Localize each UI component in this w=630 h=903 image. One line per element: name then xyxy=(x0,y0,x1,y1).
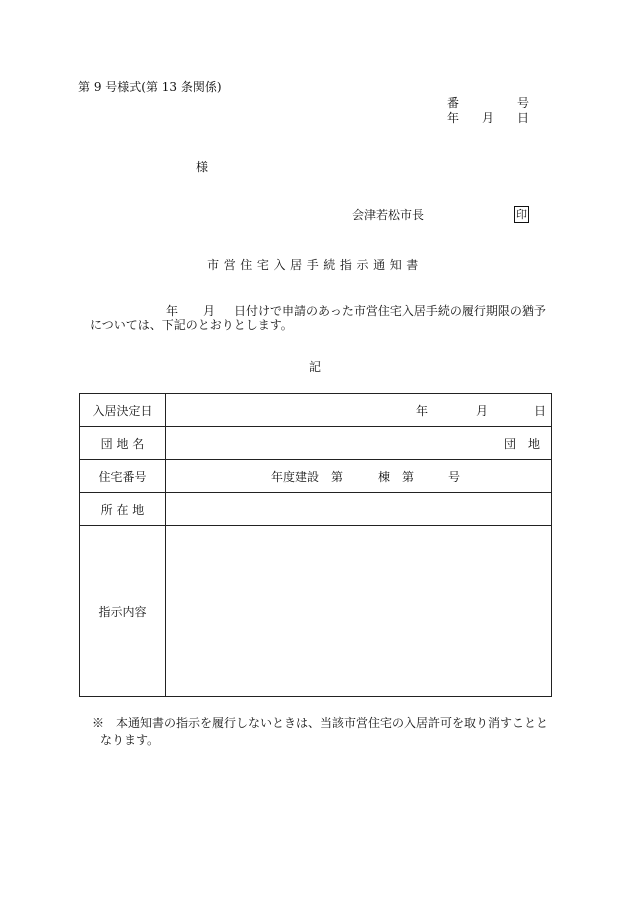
document-title: 市営住宅入居手続指示通知書 xyxy=(207,258,423,272)
date-day-label: 日 xyxy=(517,111,530,125)
location-value xyxy=(166,493,552,526)
date-month-label: 月 xyxy=(482,111,495,125)
instructions-label: 指示内容 xyxy=(80,526,166,697)
unit-number-label: 住宅番号 xyxy=(80,460,166,493)
move-in-date-label: 入居決定日 xyxy=(80,394,166,427)
unit-number-part-2: 棟 第 xyxy=(378,470,415,484)
table-row-unit-number xyxy=(80,460,552,493)
unit-number-part-3: 号 xyxy=(448,470,461,484)
body-line-2: については、下記のとおりとします。 xyxy=(90,318,293,332)
body-year-label: 年 xyxy=(166,304,179,318)
details-table xyxy=(79,393,552,697)
complex-name-value xyxy=(166,427,552,460)
body-line-1 xyxy=(166,304,546,318)
move-in-month-label: 月 xyxy=(476,404,489,418)
table-row-instructions xyxy=(80,526,552,697)
note-line-2: なります。 xyxy=(100,733,160,747)
document-number-suffix: 号 xyxy=(517,96,530,110)
location-label: 所 在 地 xyxy=(80,493,166,526)
seal-mark: 印 xyxy=(516,208,527,221)
instructions-value xyxy=(166,526,552,697)
ki-heading: 記 xyxy=(309,360,322,374)
complex-name-label: 団 地 名 xyxy=(80,427,166,460)
issuer-name: 会津若松市長 xyxy=(352,208,425,222)
move-in-day-label: 日 xyxy=(534,404,547,418)
unit-number-part-1: 年度建設 第 xyxy=(271,470,344,484)
table-row-location xyxy=(80,493,552,526)
unit-number-value xyxy=(166,460,552,493)
note-line-1: ※ 本通知書の指示を履行しないときは、当該市営住宅の入居許可を取り消すことと xyxy=(92,716,549,730)
document-number-label: 番 xyxy=(447,96,460,110)
body-line-1-text: 日付けで申請のあった市営住宅入居手続の履行期限の猶予 xyxy=(234,304,546,318)
move-in-year-label: 年 xyxy=(416,404,429,418)
complex-suffix: 団 地 xyxy=(504,437,541,451)
table-row-move-in-date xyxy=(80,394,552,427)
date-year-label: 年 xyxy=(447,111,460,125)
form-number: 第 9 号様式(第 13 条関係) xyxy=(78,80,222,94)
addressee-honorific: 様 xyxy=(196,160,209,174)
table-row-complex-name xyxy=(80,427,552,460)
move-in-date-value xyxy=(166,394,552,427)
body-month-label: 月 xyxy=(203,304,216,318)
